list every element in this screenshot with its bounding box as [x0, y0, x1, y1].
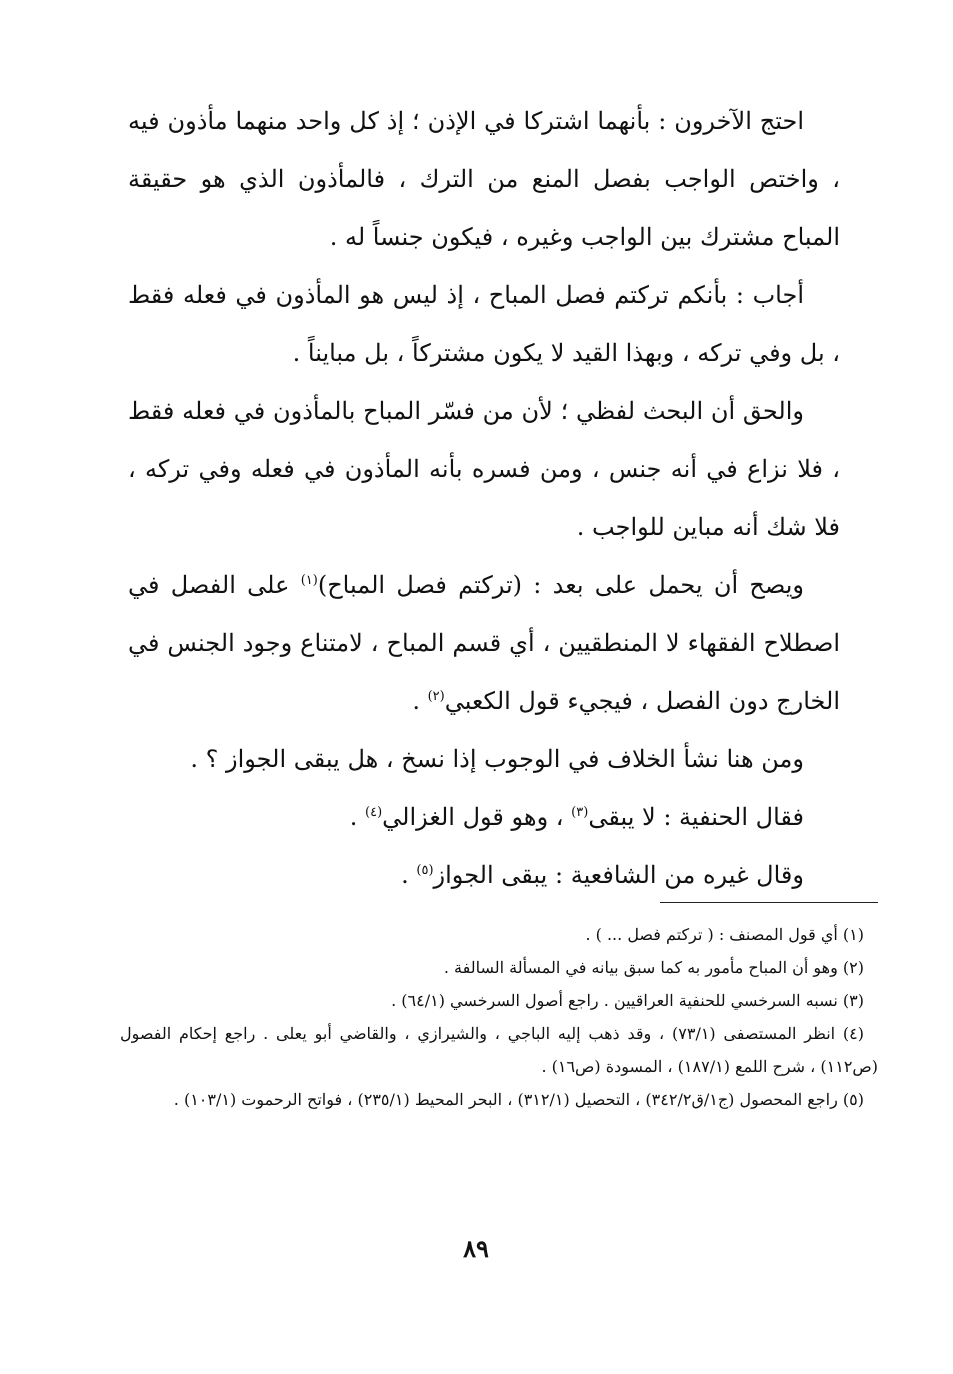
footnote-ref-3: (٣) [571, 805, 589, 820]
paragraph-4-text-c: . [412, 687, 428, 715]
paragraph-7-text-b: . [401, 861, 417, 889]
paragraph-1: احتج الآخرون : بأنهما اشتركا في الإذن ؛ إذ كل واحد منهما مأذون فيه ، واختص الواجب بفصل المنع من الترك ، فالمأذون الذي هو حقيقة المباح مشترك بين الواجب وغيره ، فيكون جنساً له . [128, 107, 840, 251]
footnote-5: (٥) راجع المحصول (ج١/ق٣٤٢/٢) ، التحصيل (٣١٢/١) ، البحر المحيط (٢٣٥/١) ، فواتح الرحموت (١٠٣/١) . [173, 1090, 864, 1109]
paragraph-7-text-a: وقال غيره من الشافعية : يبقى الجواز [433, 861, 804, 889]
paragraph-5: ومن هنا نشأ الخلاف في الوجوب إذا نسخ ، هل يبقى الجواز ؟ . [190, 745, 804, 773]
paragraph-6-text-a: فقال الحنفية : لا يبقى [588, 803, 804, 831]
footnote-ref-4: (٤) [365, 805, 383, 820]
paragraph-4 [128, 556, 840, 730]
paragraph-6 [128, 788, 840, 846]
footnote-ref-1: (١) [300, 573, 318, 588]
footnote-4: (٤) انظر المستصفى (٧٣/١) ، وقد ذهب إليه الباجي ، والشيرازي ، والقاضي أبو يعلى . راجع إحكام الفصول (ص١١٢) ، شرح اللمع (١٨٧/١) ، المسودة (ص١٦) . [120, 1024, 878, 1076]
paragraph-2: أجاب : بأنكم تركتم فصل المباح ، إذ ليس هو المأذون في فعله فقط ، بل وفي تركه ، وبهذا القيد لا يكون مشتركاً ، بل مبايناً . [128, 281, 840, 367]
paragraph-4-text-a: ويصح أن يحمل على بعد : (تركتم فصل المباح) [317, 571, 804, 599]
main-text [128, 92, 840, 904]
paragraph-6-text-c: . [349, 803, 366, 831]
footnotes [120, 918, 878, 1116]
paragraph-7 [128, 846, 840, 904]
footnote-1: (١) أي قول المصنف : ( تركتم فصل ... ) . [585, 925, 864, 944]
footnote-separator [660, 902, 878, 903]
paragraph-4-text-b: على الفصل في اصطلاح الفقهاء لا المنطقيين ، أي قسم المباح ، لامتناع وجود الجنس في الخارج دون الفصل ، فيجيء قول الكعبي [128, 571, 840, 715]
footnote-3: (٣) نسبه السرخسي للحنفية العراقيين . راجع أصول السرخسي (٦٤/١) . [391, 991, 864, 1010]
footnote-ref-5: (٥) [416, 863, 434, 878]
paragraph-3: والحق أن البحث لفظي ؛ لأن من فسّر المباح بالمأذون في فعله فقط ، فلا نزاع في أنه جنس ، ومن فسره بأنه المأذون في فعله وفي تركه ، فلا شك أنه مباين للواجب . [128, 397, 840, 541]
paragraph-6-text-b: ، وهو قول الغزالي [382, 803, 572, 831]
footnote-2: (٢) وهو أن المباح مأمور به كما سبق بيانه في المسألة السالفة . [443, 958, 864, 977]
footnote-ref-2: (٢) [427, 689, 445, 704]
page-number: ٨٩ [463, 1234, 489, 1263]
